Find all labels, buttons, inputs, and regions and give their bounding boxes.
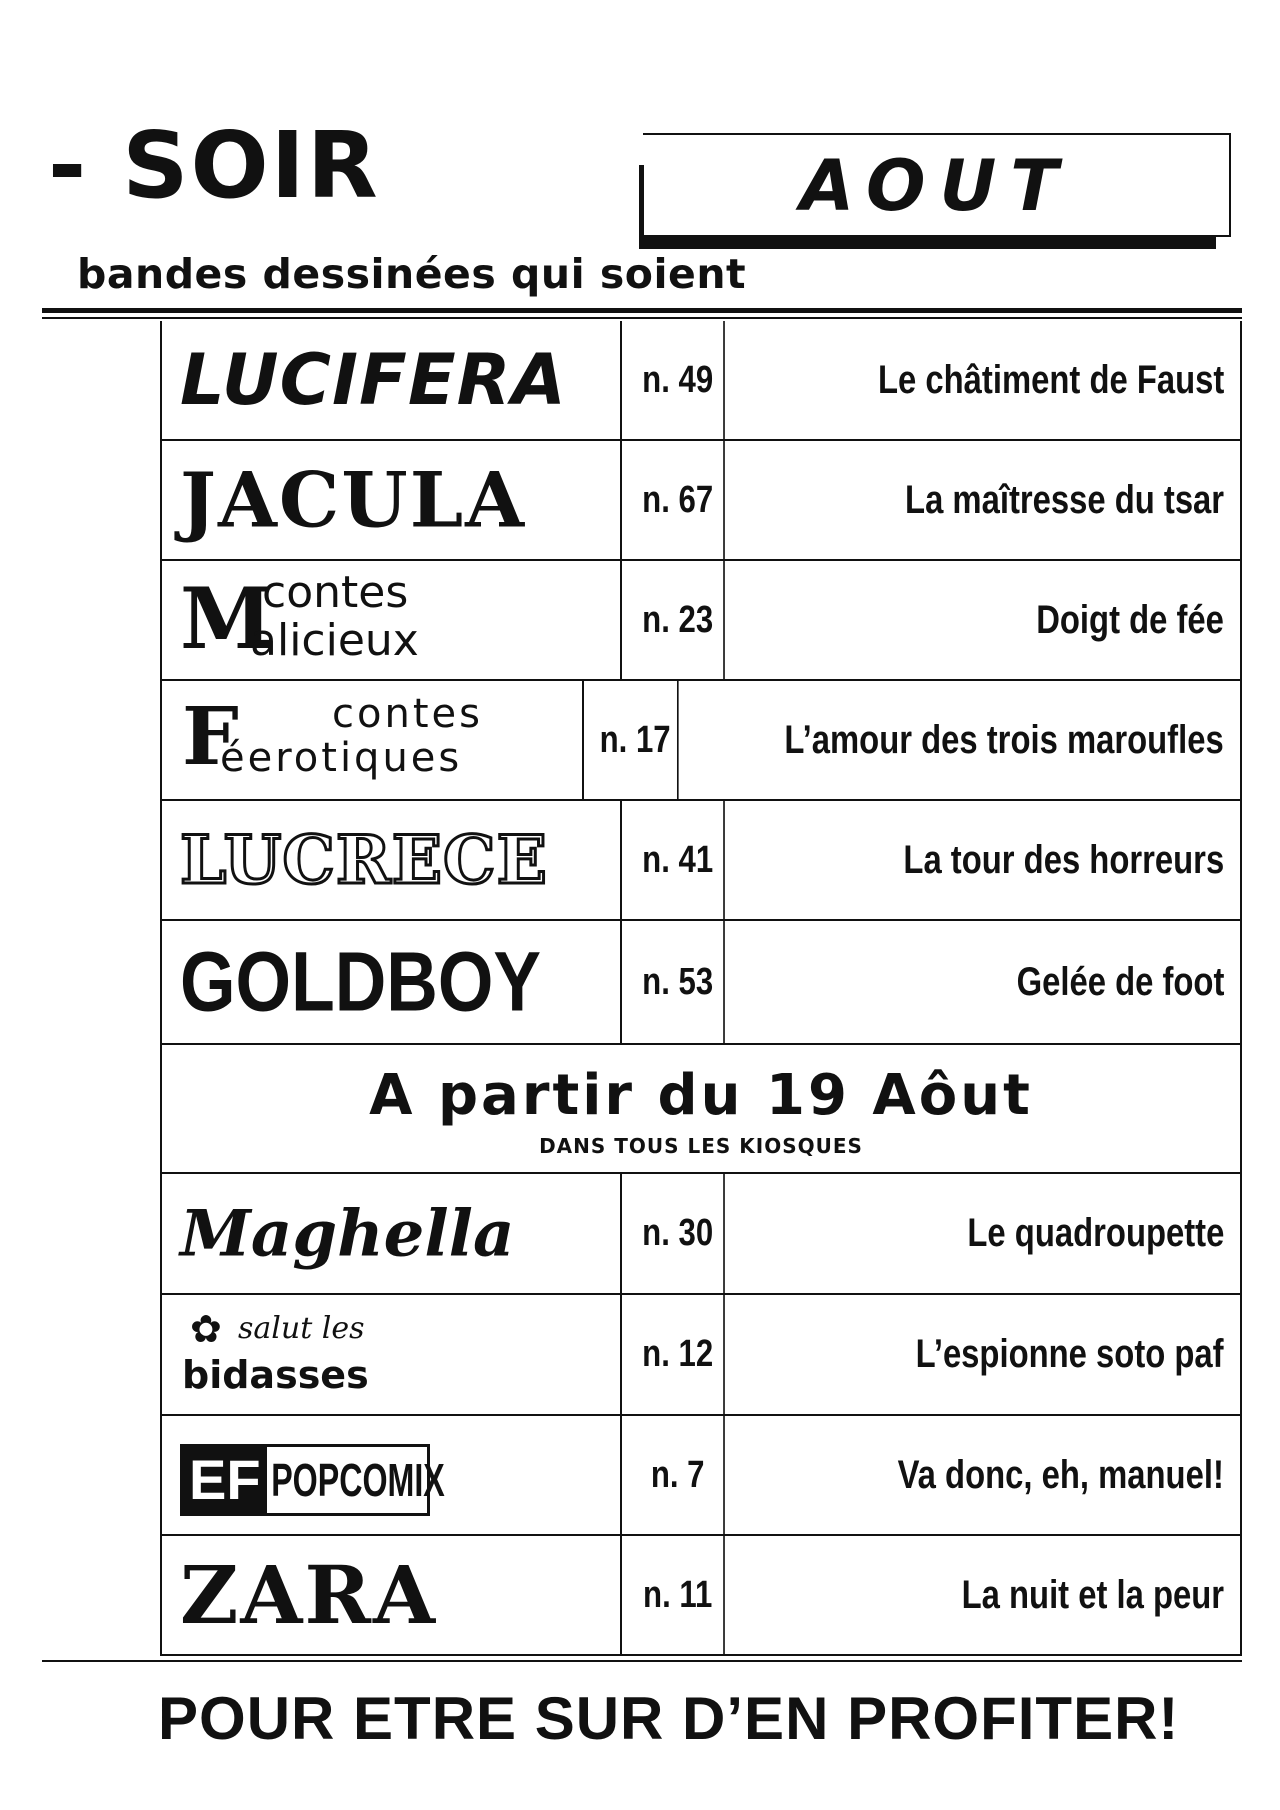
month-box: [643, 133, 1231, 237]
bottom-rule: [42, 1660, 1242, 1662]
zara-logo: ZARA: [180, 1548, 438, 1642]
logo-cell: [162, 321, 622, 439]
issue-title-cell: [735, 921, 1240, 1043]
issue-number: n. 23: [632, 561, 725, 679]
table-row: [160, 801, 1242, 921]
logo-box: EF: [183, 1447, 267, 1513]
issue-title-cell: [735, 1295, 1240, 1414]
logo-cell: [162, 801, 622, 919]
month-label: AOUT: [799, 145, 1073, 227]
banner-headline: A partir du 19 Aôut: [369, 1063, 1033, 1128]
issue-title-cell: [735, 321, 1240, 439]
issue-number: n. 7: [632, 1416, 725, 1534]
issue-title-cell: [735, 1174, 1240, 1293]
flower-icon: ✿: [190, 1307, 222, 1351]
jacula-logo: JACULA: [180, 455, 527, 545]
table-row: [160, 921, 1242, 1045]
issue-title: L’espionne soto paf: [916, 1332, 1224, 1376]
logo-cell: [162, 921, 622, 1043]
issue-number: n. 53: [632, 921, 725, 1043]
issue-title: L’amour des trois maroufles: [784, 717, 1224, 762]
table-row: [160, 1174, 1242, 1295]
table-row: [160, 681, 1242, 801]
logo-line-2: éerotiques: [220, 735, 463, 781]
issue-number: n. 67: [632, 441, 725, 559]
issue-title-cell: [735, 441, 1240, 559]
top-rule-thick: [42, 308, 1242, 313]
logo-line-1: contes: [332, 691, 483, 737]
top-rule-thin: [42, 317, 1242, 319]
logo-cell: [162, 441, 622, 559]
issue-title-cell: [688, 681, 1240, 799]
table-row: [160, 441, 1242, 561]
header-subtitle: bandes dessinées qui soient: [77, 250, 747, 298]
table-row: [160, 561, 1242, 681]
issue-number: n. 12: [632, 1295, 725, 1414]
logo-script: salut les: [238, 1311, 365, 1346]
issue-title: Le châtiment de Faust: [877, 357, 1224, 402]
issue-title: Doigt de fée: [1036, 597, 1224, 642]
issue-number: n. 41: [632, 801, 725, 919]
contes-malicieux-logo: [162, 561, 622, 679]
contes-feerotiques-logo: [162, 681, 584, 799]
issue-title: La tour des horreurs: [903, 837, 1224, 882]
issue-title: La maîtresse du tsar: [904, 477, 1224, 522]
logo-line-2: alicieux: [250, 615, 419, 666]
footer-slogan: POUR ETRE SUR D’EN PROFITER!: [158, 1685, 1180, 1752]
table-row: [160, 1536, 1242, 1656]
issue-number: n. 30: [632, 1174, 725, 1293]
issue-number: n. 49: [632, 321, 725, 439]
banner-subline: DANS TOUS LES KIOSQUES: [539, 1134, 863, 1158]
release-banner: [160, 1045, 1242, 1174]
header-title: - SOIR: [48, 112, 380, 219]
issue-title: La nuit et la peur: [961, 1572, 1224, 1617]
lucrece-logo: LUCRECE: [180, 821, 548, 899]
issue-title-cell: [735, 561, 1240, 679]
logo-initial: M: [180, 569, 273, 668]
table-row: [160, 1295, 1242, 1416]
issue-title: Le quadroupette: [967, 1211, 1224, 1255]
salut-les-bidasses-logo: [162, 1295, 622, 1414]
logo-cell: [162, 1416, 622, 1534]
logo-initial: F: [182, 689, 239, 783]
logo-cell: [162, 1174, 622, 1293]
table-row: [160, 1416, 1242, 1536]
listing-table: [160, 321, 1242, 1656]
table-row: [160, 321, 1242, 441]
logo-word: bidasses: [182, 1353, 369, 1397]
month-box-shadow-bottom: [641, 237, 1216, 249]
issue-title-cell: [735, 801, 1240, 919]
logo-line-1: contes: [262, 567, 409, 618]
goldboy-logo: GOLDBOY: [180, 934, 541, 1029]
ef-popcomix-logo: [180, 1444, 445, 1516]
maghella-logo: Maghella: [180, 1196, 515, 1271]
issue-number: n. 11: [632, 1536, 725, 1654]
logo-rest: POPCOMIX: [270, 1454, 445, 1506]
issue-number: n. 17: [594, 681, 679, 799]
issue-title-cell: [735, 1416, 1240, 1534]
issue-title: Gelée de foot: [1016, 959, 1224, 1004]
issue-title: Va donc, eh, manuel!: [897, 1452, 1224, 1497]
logo-cell: [162, 1536, 622, 1654]
issue-title-cell: [735, 1536, 1240, 1654]
lucifera-logo: LUCIFERA: [180, 339, 567, 421]
